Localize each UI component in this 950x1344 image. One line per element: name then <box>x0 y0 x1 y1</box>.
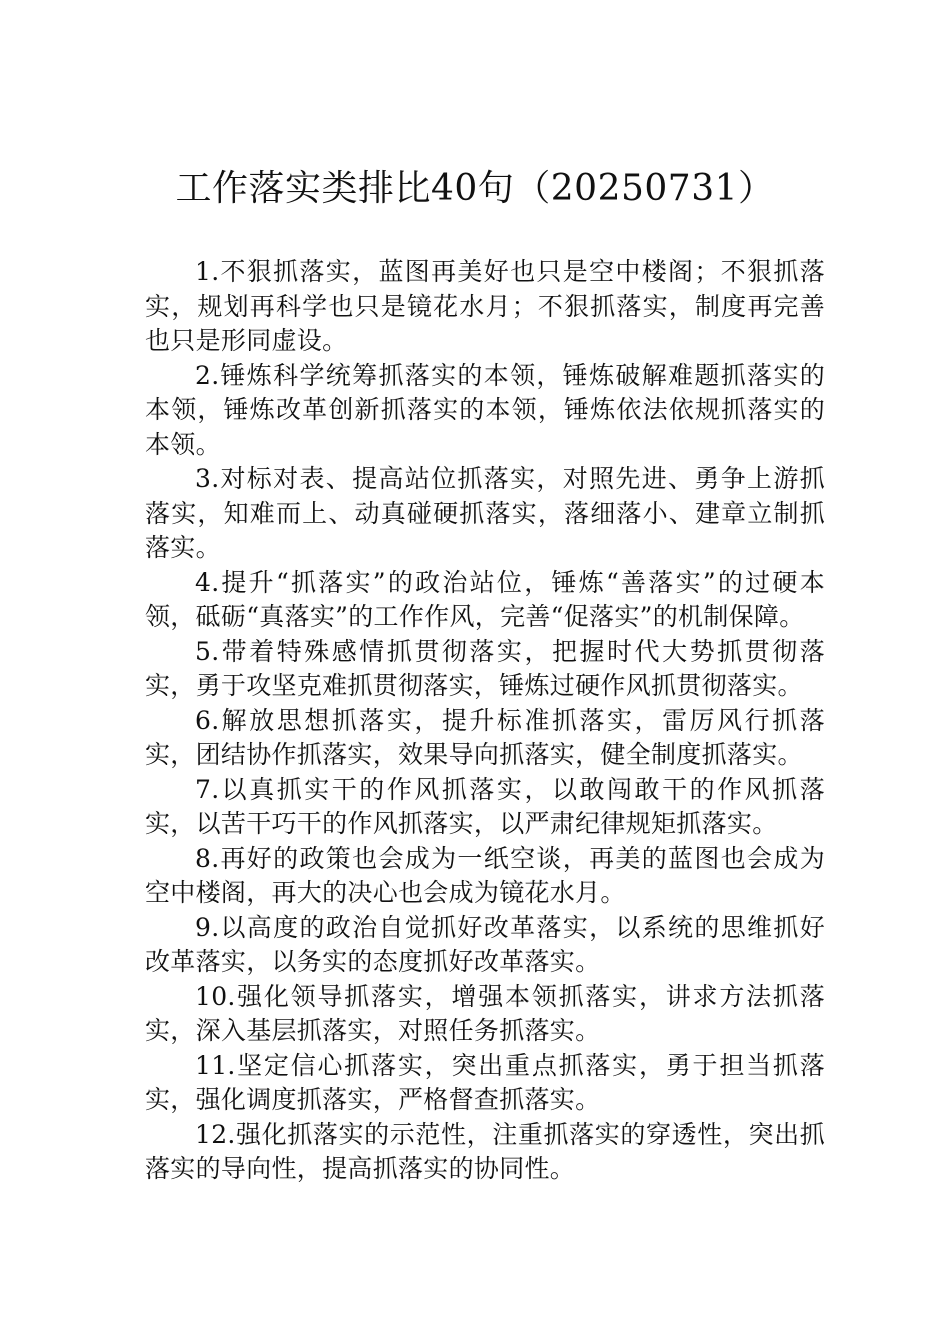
document-title: 工作落实类排比40句（20250731） <box>175 168 775 209</box>
paragraph-4: 4.提升“抓落实”的政治站位，锤炼“善落实”的过硬本领，砥砺“真落实”的工作作风，完善“促落实”的机制保障。 <box>145 567 825 631</box>
paragraph-3: 3.对标对表、提高站位抓落实，对照先进、勇争上游抓落实，知难而上、动真碰硬抓落实，落细落小、建章立制抓落实。 <box>145 464 825 562</box>
paragraph-1: 1.不狠抓落实，蓝图再美好也只是空中楼阁；不狠抓落实，规划再科学也只是镜花水月；不狠抓落实，制度再完善也只是形同虚设。 <box>145 257 825 355</box>
paragraph-2: 2.锤炼科学统筹抓落实的本领，锤炼破解难题抓落实的本领，锤炼改革创新抓落实的本领，锤炼依法依规抓落实的本领。 <box>145 360 825 459</box>
paragraph-8: 8.再好的政策也会成为一纸空谈，再美的蓝图也会成为空中楼阁，再大的决心也会成为镜花水月。 <box>145 843 825 907</box>
paragraph-9: 9.以高度的政治自觉抓好改革落实，以系统的思维抓好改革落实，以务实的态度抓好改革落实。 <box>145 912 825 976</box>
paragraph-12: 12.强化抓落实的示范性，注重抓落实的穿透性，突出抓落实的导向性，提高抓落实的协同性。 <box>145 1119 825 1183</box>
paragraph-5: 5.带着特殊感情抓贯彻落实，把握时代大势抓贯彻落实，勇于攻坚克难抓贯彻落实，锤炼过硬作风抓贯彻落实。 <box>145 636 825 700</box>
paragraph-7: 7.以真抓实干的作风抓落实，以敢闯敢干的作风抓落实，以苦干巧干的作风抓落实，以严肃纪律规矩抓落实。 <box>145 774 825 838</box>
paragraph-6: 6.解放思想抓落实，提升标准抓落实，雷厉风行抓落实，团结协作抓落实，效果导向抓落实，健全制度抓落实。 <box>145 705 825 769</box>
document-body <box>145 255 825 1187</box>
paragraph-10: 10.强化领导抓落实，增强本领抓落实，讲求方法抓落实，深入基层抓落实，对照任务抓落实。 <box>145 981 825 1045</box>
paragraph-11: 11.坚定信心抓落实，突出重点抓落实，勇于担当抓落实，强化调度抓落实，严格督查抓落实。 <box>145 1050 825 1114</box>
